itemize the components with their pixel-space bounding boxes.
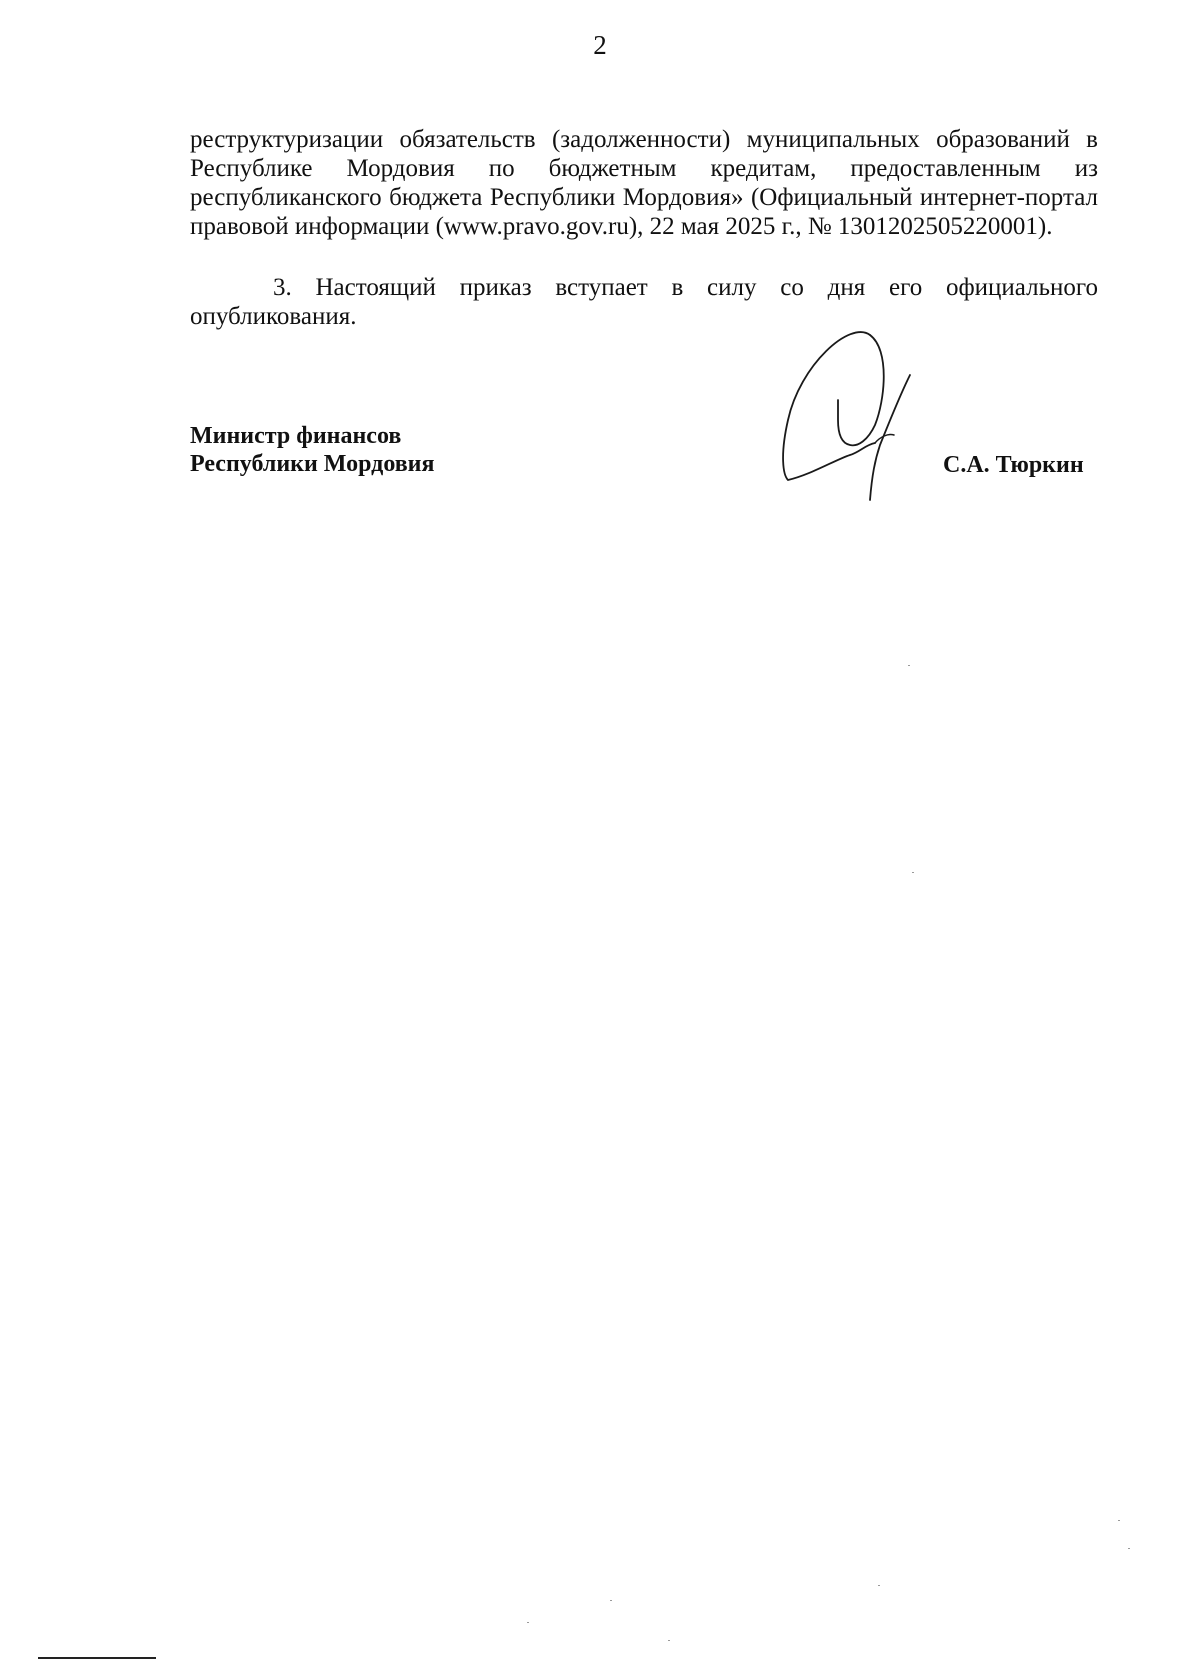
scan-speck bbox=[610, 1600, 612, 1601]
scan-speck bbox=[668, 1640, 670, 1641]
paragraph-continued: реструктуризации обязательств (задолженности) муниципальных образований в Республике Мордовия по бюджетным кредитам, предоставленным из республиканского бюджета Республики Мордовия» (Официальный интернет-портал правовой информации (www.pravo.gov.ru), 22 мая 2025 г., № 1301202505220001). bbox=[190, 126, 1098, 240]
signer-position bbox=[190, 422, 435, 478]
scan-speck bbox=[912, 872, 914, 873]
signer-position-line-2: Республики Мордовия bbox=[190, 451, 435, 477]
scan-speck bbox=[527, 1622, 529, 1623]
scan-speck bbox=[878, 1585, 880, 1586]
signature-icon bbox=[780, 325, 930, 505]
paragraph-3: 3. Настоящий приказ вступает в силу со дня его официального опубликования. bbox=[190, 274, 1098, 330]
scan-speck bbox=[1128, 1548, 1130, 1549]
scan-speck bbox=[908, 665, 910, 666]
scan-speck bbox=[1118, 1520, 1120, 1521]
signer-position-line-1: Министр финансов bbox=[190, 423, 402, 449]
footnote-rule bbox=[38, 1657, 156, 1659]
page-number: 2 bbox=[593, 30, 607, 60]
signer-name: С.А. Тюркин bbox=[943, 452, 1084, 478]
